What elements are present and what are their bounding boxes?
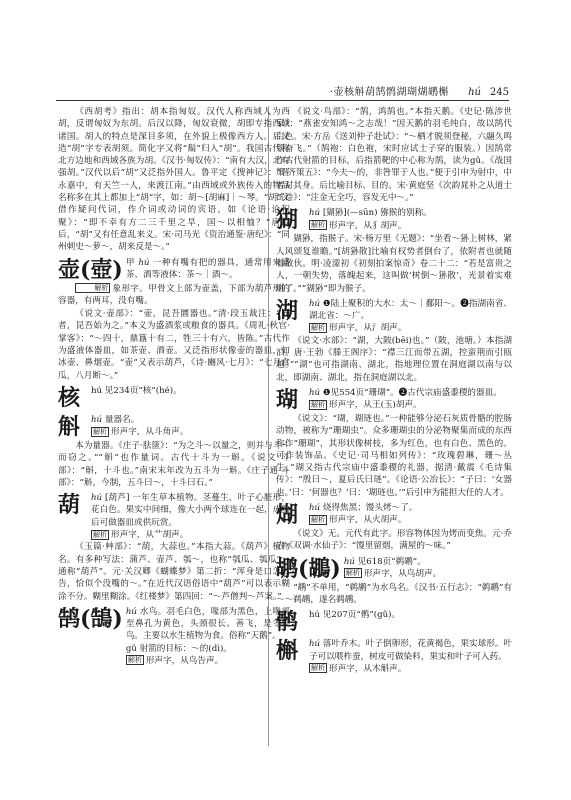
entry-hu-oak [276,638,512,675]
headword: 煳 [276,502,299,529]
analysis: 形声字，从斗角声。 [111,427,189,438]
headword: 核 [58,384,81,411]
analysis: 形声字，从鸟告声。 [145,655,224,666]
continued-paragraph: 《说文·鸟部》：“鹄，鸿鹄也。”本指天鹅。《史记·陈涉世家》：“燕雀安知鸿～之志哉！”因天鹅的羽毛纯白，故以鹄代白色。宋·方岳《送刘仲子赴试》：“～栖才脱须登秘，六翮久鸣须奋飞。”（鹄袍：白色袍，宋时应试士子穿的服装。）因鹄常作古代射箭的目标，后指箭靶的中心称为鹄，读为gǔ。《战国策·齐策五》：“今夫～的，非咎罪于人也。”便于引申为射中，中者对其身。后比喻目标、目的。宋·黄庭坚《次韵晁补之从道士试诗》：“注金无全巧，容发无中～。” [276,107,512,204]
analysis-tag: 解析 [345,569,360,578]
headword: 湖 [276,297,299,324]
entry-hu-pot [58,257,290,283]
analysis: 形声字，从木斛声。 [329,663,407,674]
definition: 量器名。 [104,414,140,425]
left-column [58,106,290,746]
headword: 斛 [58,413,81,440]
analysis: 形声字，从艹胡声。 [111,530,189,541]
entry-hu-coral [276,387,512,413]
entry-hu-pelican [276,556,512,582]
page-number: 245 [489,87,509,98]
definition: 水鸟。羽毛白色，喙部为黑色，上喙部至鼻孔为黄色，头颈很长。善飞，是冬候鸟。主要以水生植物为食。俗称“天鹅”。 [125,606,290,642]
header-pinyin: hú [468,87,481,98]
definition: hú 见234页“核”(hé)。 [91,385,182,396]
entry-body: 《玉篇·艸部》：“葫，大蒜也。”本指大蒜。《葫芦》植物名。有多种写法：蒲芦、壶芦、瓠～，也称“瓠瓜、瓠瓜”，通称“葫芦”。元·关汉卿《蝴蝶梦》第二折：“浑身是口怎么告，恰似个没嘴的～。”在近代汉语俗语中“葫芦”可以表示糊涂不分。糊里糊涂。《红楼梦》第四回：“～芦僧判～芦案。” [58,542,290,602]
entry-hushu [276,207,512,233]
alt-reading: gǔ 射箭的目标：～的(dì)。 [125,643,232,654]
analysis: 形声字，从火胡声。 [329,515,407,526]
entry-hu-falcon [276,609,512,635]
analysis-tag: 解析 [311,323,325,332]
analysis-tag: 解析 [311,664,325,673]
header-title: ·壶核斛葫鹄鹘湖瑚煳鹕槲 [329,87,449,98]
analysis: 形声字，从王(玉)胡声。 [329,400,422,411]
entry-body: 《说文·水部》：“湖，大陂(bēi)也。”（陂，池塘。）本指湖泊。唐·王勃《滕王阁序》：“襟三江而带五湖，控蛮荆而引瓯越。”“湖”也可指湖南、湖北，指地理位置在洞庭湖以南与以北，即湖南、湖北，指在洞庭湖以北。 [276,335,512,383]
entry-hu-measure [58,414,290,440]
pinyin: hú [138,257,150,268]
analysis: 形声字，从鸟胡声。 [363,568,442,579]
entry-he [58,385,290,411]
analysis: 形声字，从犭胡声。 [329,220,407,231]
headword: 鹄(鵠) [58,605,123,632]
definition: 烧得焦黑；馒头烤～了。 [322,503,418,514]
headword: 鹕(鶘) [276,555,341,582]
pinyin: hú [91,414,103,425]
definition: 见618页“鹈鹕”。 [357,556,426,567]
headword: 猢 [276,207,299,234]
headword: 槲 [276,638,299,665]
definition: [猢狲](—sūn) 猕猴的别称。 [322,208,432,219]
entry-hulu [58,492,290,541]
analysis: 形声字，从氵胡声。 [329,323,407,334]
headword: 壶(壺) [58,256,123,283]
page-header [56,86,509,101]
analysis-tag: 解析 [75,283,110,293]
analysis-tag: 解析 [311,221,325,230]
definition: hú 见207页“鹘”(gǔ)。 [309,610,401,621]
entry-hu-lake [276,298,512,335]
definition: 落叶乔木。叶子倒卵形，花黄褐色，果实球形。叶子可以喂柞蚕，树皮可做染料，果实和叶子可入药。 [309,639,512,662]
entry-body: 本为量器。《庄子·胠箧》：“为之斗～以量之，则并与斗～而窃之。”“斛”也作量词。古代十斗为一斛。《说文·斗部》：“斛，十斗也。”南宋末年改为五斗为一斛。《庄子通·斗部》：“斛，今制，五斗曰～，十斗曰石。” [58,440,290,488]
analysis: 象形字。甲骨文上部为壶盖，下部为葫芦形的容器，有两耳，没有嘴。 [58,283,290,306]
definition: 一种有嘴有把的器具，通常用来盛茶、酒等液体：茶～｜酒～。 [125,257,290,280]
entry-body: 《说文》无。元代有此字。形容物体因为烤而变焦。元·乔吉《双调·水仙子》：“馒里留烟，满屋的～味。” [276,529,512,552]
entry-hu-swan [58,606,290,667]
definition: [葫芦] 一年生草本植物。茎蔓生，叶子心脏形，花白色。果实中间细，像大小两个球连在一起，成熟后可做器皿或供玩赏。 [91,493,290,528]
entry-body: “鹕”不单用，“鹈鹕”为水鸟名。《汉书·五行志》：“鹈鹕”有～～鹈鹕，遂名鹈鹕。 [276,582,512,605]
pinyin: hú [309,639,321,650]
right-column [276,106,512,746]
analysis-tag: 解析 [311,515,325,524]
oracle-mark: 甲 [125,257,136,268]
analysis-tag: 解析 [93,530,107,539]
entry-body: 猢狲，指猴子。宋·杨万里《无题》：“坐看～狲上树林，紧人风颂复谁瞻。”[胡狲散]比喻有权势者倒台了，依附者也就随着散伙。明·凌濛初《初刻拍案惊奇》卷二十二：“若是富贵之人，一朝失势，落魄起来，这叫做‘树倒～狲散’，光景着实难堪了。”“猢狲”即为猴子。 [276,234,512,294]
pinyin: hú [309,387,321,398]
pinyin: hú [343,556,355,567]
headword: 鹘 [276,609,299,636]
definition: ❶陆上聚积的大水：太～｜鄱阳～。❷指湖南省、湖北省：～广。 [309,298,512,322]
pinyin: hú [309,208,321,219]
headword: 葫 [58,492,81,519]
entry-body: 《说文·壶部》：“壶，昆吾圜器也。”清·段玉裁注：“壶者，昆吾始为之。”本义为盛酒浆或粮食的器具。《周礼·秋官·掌客》：“～四十，鼎簋十有二，牲三十有六，皆陈。”古代作为盛液体器皿，如茶壶、酒壶。又泛指形状像壶的器皿，如冰壶、鼻烟壶。“壶”又表示葫芦，《诗·豳风·七月》：“七月食瓜，八月断～。” [58,309,290,381]
continued-paragraph: 《西胡考》指出：胡本指匈奴。汉代人称西域人为西胡，反谓匈奴为东胡。后汉以降，匈奴衰微，胡即专指西域诸国。胡人的特点是深目多须，在外貌上极像西方人。后又造“胡”字专表胡须。简化字又将“鬍”归入“胡”。我国古代称北方边地和西域各族为胡。《汉书·匈奴传》：“南有大汉，北有强胡。”汉代以后“胡”又泛指外国人。鲁平定《搜神记》：“晋永嘉中，有天竺一人，来渡江南。”由西域或外族传入的物品名称多在其上都加上“胡”字，如：胡～[胡麻]｜～琴。“胡”又借作疑问代词，作介词或动词的宾语，如《论语·论积聚》：“即不幸有方二三千里之旱，国～以相恤？”唐以后，“胡”又有任意乱来义。宋·司马光《资治通鉴·唐纪》：“同州刺史～萝～，胡来反是～。” [58,107,290,253]
analysis-tag: 解析 [127,656,142,665]
definition: ❶见554页“珊瑚”。❷古代宗庙盛黍稷的器皿。 [322,387,502,398]
entry-body: 《说文》：“瑚，瑚琏也。”一种能够分泌石灰质骨骼的腔肠动物，被称为“珊瑚虫”。众多珊瑚虫的分泌物聚集而成的东西称作“珊瑚”，其形状像树枝，多为红色，也有白色、黑色的。可作装饰品。《史记·司马相如列传》：“玫瑰碧琳，珊～丛生。”瑚又指古代宗庙中盛黍稷的礼器，据清·戴震《毛诗集传》：“殷曰～，夏后氏曰琏”。《论语·公冶长》：“子曰：‘女器也。’曰：‘何器也？’曰：‘瑚琏也。’”后引申为能担大任的人才。 [276,413,512,498]
analysis-tag: 解析 [93,427,107,436]
headword: 瑚 [276,386,299,413]
pinyin: hú [125,606,137,617]
pinyin: hú [309,503,321,514]
pinyin: hú [91,493,103,504]
pinyin: hú [309,298,321,309]
entry-hu-burnt [276,502,512,528]
analysis-tag: 解析 [311,400,325,409]
